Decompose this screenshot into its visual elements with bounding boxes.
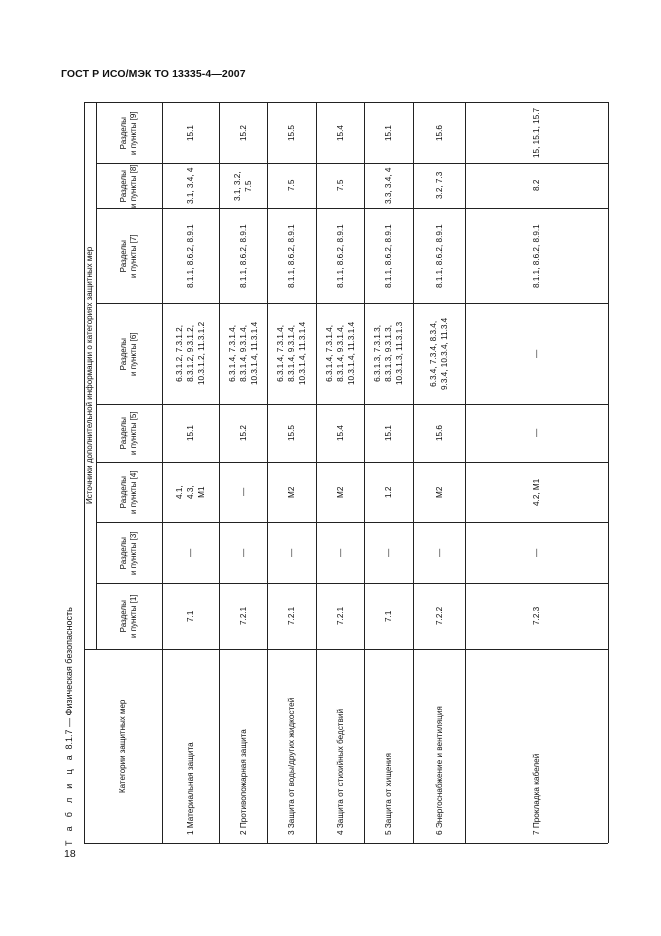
column-header: Разделы и пункты [7] xyxy=(119,233,138,278)
table-cell: 1.2 xyxy=(384,486,393,498)
table-cell: — xyxy=(532,548,541,557)
table-cell: 4.2, M1 xyxy=(532,478,541,506)
group-header: Источники дополнительной информации о категориях защитных мер xyxy=(85,246,94,504)
table-cell: 8.1.1, 8.6.2, 8.9.1 xyxy=(434,223,444,288)
table-cell: M2 xyxy=(287,486,296,498)
table-cell: 7.1 xyxy=(186,610,195,622)
category-cell: 4 Защита от стихийных бедствий xyxy=(335,708,345,835)
table-cell: 15, 15.1, 15.7 xyxy=(532,107,541,158)
table-cell: 15.1 xyxy=(186,124,195,141)
category-cell: 7 Прокладка кабелей xyxy=(532,753,541,835)
table-cell: 7.2.1 xyxy=(287,606,296,625)
table-cell: 15.5 xyxy=(287,124,296,141)
column-rule xyxy=(96,522,608,523)
category-header: Категории защитных мер xyxy=(118,699,127,793)
column-header: Разделы и пункты [8] xyxy=(119,163,138,208)
table-cell: 8.1.1, 8.6.2, 8.9.1 xyxy=(335,223,345,288)
column-header: Разделы и пункты [1] xyxy=(119,594,138,638)
table-cell: 6.3.1.4, 7.3.1.4, 8.3.1.4, 9.3.1.4, 10.3.1.4, 11.3.1.4 xyxy=(227,321,259,385)
column-rule xyxy=(96,462,608,463)
table-cell: 15.1 xyxy=(384,124,393,141)
group-header-rule xyxy=(96,102,97,649)
table-cell: 15.5 xyxy=(287,425,296,441)
table-cell: — xyxy=(186,548,195,557)
column-rule xyxy=(96,583,608,584)
table-cell: 15.4 xyxy=(335,124,345,141)
table-cell: 15.1 xyxy=(384,425,393,441)
column-header: Разделы и пункты [5] xyxy=(119,411,138,455)
row-rule xyxy=(465,102,466,843)
column-rule xyxy=(96,163,608,164)
table-cell: 6.3.1.4, 7.3.1.4, 8.3.1.4, 9.3.1.4, 10.3.1.4, 11.3.1.4 xyxy=(324,321,356,385)
table-cell: 8.1.1, 8.6.2, 8.9.1 xyxy=(238,223,248,288)
row-rule xyxy=(219,102,220,843)
column-rule xyxy=(84,649,608,650)
table-cell: 7.2.1 xyxy=(238,606,248,625)
table-cell: — xyxy=(384,548,393,557)
column-rule xyxy=(96,404,608,405)
table-cell: 7.2.1 xyxy=(335,606,345,625)
table-cell: 7.2.3 xyxy=(532,606,541,625)
page-number: 18 xyxy=(64,848,76,860)
table-bottom-rule xyxy=(84,843,608,844)
category-cell: 3 Защита от воды/других жидкостей xyxy=(287,697,296,835)
table-caption xyxy=(64,607,74,846)
column-header: Разделы и пункты [4] xyxy=(119,470,138,514)
column-rule xyxy=(96,208,608,209)
table-cell: 15.2 xyxy=(238,425,248,441)
table-cell: 15.2 xyxy=(238,124,248,141)
row-rule xyxy=(162,102,163,843)
table-cell: 3.2, 7.3 xyxy=(434,171,444,199)
table-cell: 15.1 xyxy=(186,425,195,441)
table-cell: 3.1, 3.4, 4 xyxy=(186,167,195,204)
category-cell: 5 Защита от хищения xyxy=(384,753,393,835)
row-rule xyxy=(413,102,414,843)
document-header: ГОСТ Р ИСО/МЭК ТО 13335-4—2007 xyxy=(61,68,246,80)
column-header: Разделы и пункты [6] xyxy=(119,331,138,376)
table-cell: 3.3, 3.4, 4 xyxy=(384,167,393,204)
table-cell: M2 xyxy=(335,486,345,498)
table-cell: 6.3.1.2, 7.3.1.2, 8.3.1.2, 9.3.1.2, 10.3.1.2, 11.3.1.2 xyxy=(175,321,206,385)
table-cell: 8.2 xyxy=(532,179,541,191)
column-rule xyxy=(96,303,608,304)
table-cell: 4.1, 4.3, M1 xyxy=(175,485,206,499)
table-cell: 8.1.1, 8.6.2, 8.9.1 xyxy=(186,223,195,288)
row-rule xyxy=(608,102,609,843)
table-cell: 6.3.1.3, 7.3.1.3, 8.3.1.3, 9.3.1.3, 10.3.1.3, 11.3.1.3 xyxy=(373,321,404,385)
table-cell: 7.2.2 xyxy=(434,606,444,625)
category-cell: 2 Противопожарная защита xyxy=(238,729,248,835)
table-cell: 8.1.1, 8.6.2, 8.9.1 xyxy=(384,223,393,288)
table-cell: — xyxy=(238,548,248,557)
table-cell: 8.1.1, 8.6.2, 8.9.1 xyxy=(287,223,296,288)
table-cell: — xyxy=(335,548,345,557)
category-cell: 6 Энергоснабжение и вентиляция xyxy=(434,706,444,835)
row-rule xyxy=(267,102,268,843)
table-cell: 7.5 xyxy=(335,179,345,191)
table-cell: — xyxy=(532,428,541,437)
category-cell: 1 Материальная защита xyxy=(186,742,195,835)
table-cell: — xyxy=(434,548,444,557)
row-rule xyxy=(316,102,317,843)
row-rule xyxy=(364,102,365,843)
table-cell: 7.5 xyxy=(287,179,296,191)
table-cell: 7.1 xyxy=(384,610,393,622)
table-cell: 15.6 xyxy=(434,425,444,441)
table-cell: 6.3.1.4, 7.3.1.4, 8.3.1.4, 9.3.1.4, 10.3.1.4, 11.3.1.4 xyxy=(276,321,307,385)
table-cell: — xyxy=(238,487,248,496)
caption-prefix: Т а б л и ц а xyxy=(64,752,74,846)
table-cell: 15.4 xyxy=(335,425,345,441)
table-cell: M2 xyxy=(434,486,444,498)
caption-text: 8.1.7 — Физическая безопасность xyxy=(64,607,74,750)
table-cell: 6.3.4, 7.3.4, 8.3.4, 9.3.4, 10.3.4, 11.3.4 xyxy=(429,317,449,390)
column-header: Разделы и пункты [9] xyxy=(119,110,138,155)
table-cell: 15.6 xyxy=(434,124,444,141)
table-cell: — xyxy=(287,548,296,557)
table-cell: 3.1, 3.2, 7.5 xyxy=(233,170,253,201)
column-header: Разделы и пункты [3] xyxy=(119,530,138,575)
table-top-rule xyxy=(84,102,608,103)
table-cell: 8.1.1, 8.6.2, 8.9.1 xyxy=(532,223,541,288)
table-cell: — xyxy=(532,349,541,358)
